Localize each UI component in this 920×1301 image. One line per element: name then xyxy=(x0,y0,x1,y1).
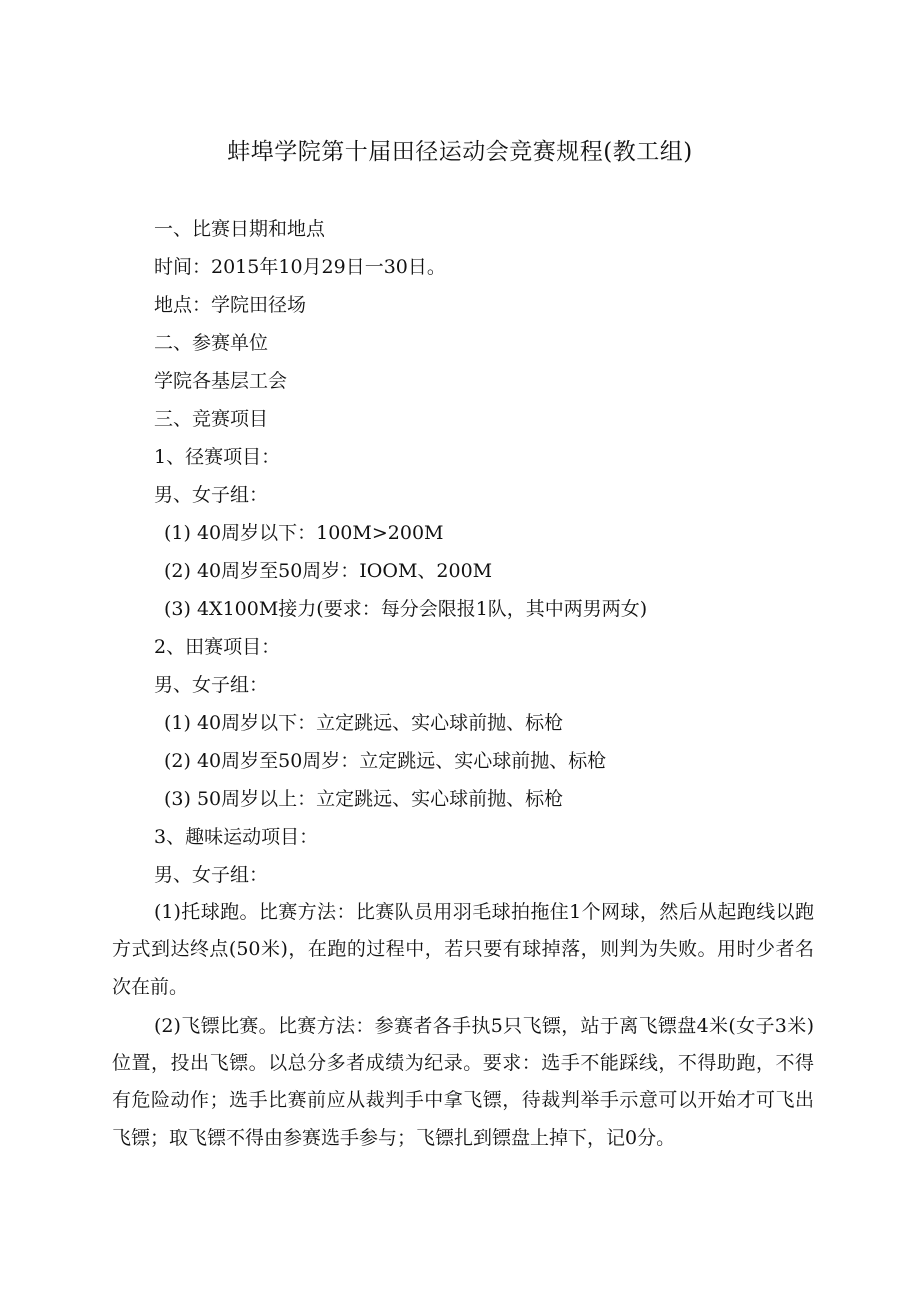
field-item-2: (2) 40周岁至50周岁：立定跳远、实心球前抛、标枪 xyxy=(164,750,607,772)
field-group-label: 男、女子组： xyxy=(154,674,269,696)
track-item-3: (3) 4X100M接力(要求：每分会限报1队，其中两男两女) xyxy=(164,598,648,620)
field-events-heading: 2、田赛项目： xyxy=(154,636,281,658)
section-heading-date-venue: 一、比赛日期和地点 xyxy=(154,218,326,240)
participants-line: 学院各基层工会 xyxy=(154,370,288,392)
track-events-heading: 1、径赛项目： xyxy=(154,446,281,468)
fun-group-label: 男、女子组： xyxy=(154,864,269,886)
section-heading-participants: 二、参赛单位 xyxy=(154,332,269,354)
document-title: 蚌埠学院第十届田径运动会竞赛规程(教工组) xyxy=(227,139,693,165)
track-item-1: (1) 40周岁以下：100M>200M xyxy=(164,522,444,544)
field-item-3: (3) 50周岁以上：立定跳远、实心球前抛、标枪 xyxy=(164,788,564,810)
fun-events-heading: 3、趣味运动项目： xyxy=(154,826,319,848)
track-item-2: (2) 40周岁至50周岁：IOOM、200M xyxy=(164,560,493,582)
date-line: 时间：2015年10月29日一30日。 xyxy=(154,256,446,278)
fun-event-paragraph-ball-run: (1)托球跑。比赛方法：比赛队员用羽毛球拍拖住1个网球，然后从起跑线以跑方式到达终点(50米)，在跑的过程中，若只要有球掉落，则判为失败。用时少者名次在前。 xyxy=(112,901,814,998)
track-group-label: 男、女子组： xyxy=(154,484,269,506)
document-body xyxy=(112,210,814,1159)
venue-line: 地点：学院田径场 xyxy=(154,294,307,316)
fun-event-paragraph-darts: (2)飞镖比赛。比赛方法：参赛者各手执5只飞镖，站于离飞镖盘4米(女子3米)位置，投出飞镖。以总分多者成绩为纪录。要求：选手不能踩线，不得助跑，不得有危险动作；选手比赛前应从裁判手中拿飞镖，待裁判举手示意可以开始才可飞出飞镖；取飞镖不得由参赛选手参与；飞镖扎到镖盘上掉下，记0分。 xyxy=(112,1014,814,1149)
section-heading-events: 三、竞赛项目 xyxy=(154,408,269,430)
field-item-1: (1) 40周岁以下：立定跳远、实心球前抛、标枪 xyxy=(164,712,564,734)
